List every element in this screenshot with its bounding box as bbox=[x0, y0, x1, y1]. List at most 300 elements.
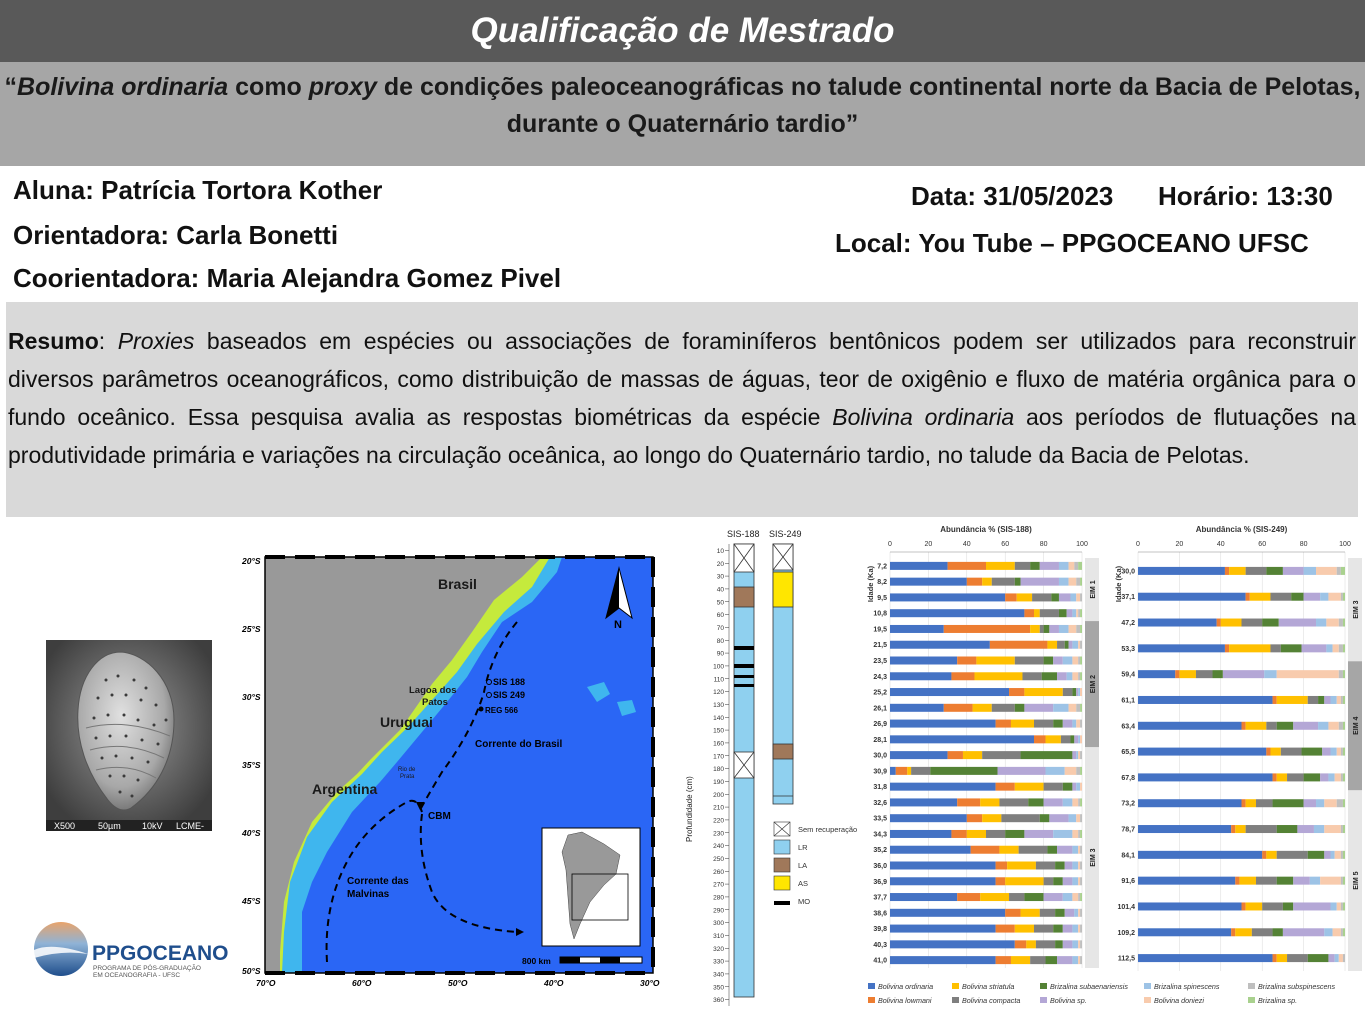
chart-bar-segment bbox=[1246, 799, 1256, 807]
chart-bar-segment bbox=[890, 625, 944, 633]
chart-xtick: 80 bbox=[1039, 541, 1048, 548]
chart-bar-segment bbox=[1297, 825, 1314, 833]
chart-bar-segment bbox=[1262, 851, 1266, 859]
chart-bar-segment bbox=[1044, 893, 1063, 901]
chart-bar-segment bbox=[1262, 619, 1279, 627]
depth-tick-label: 300 bbox=[713, 920, 724, 928]
chart-bar-segment bbox=[1065, 909, 1075, 917]
chart-bar-segment bbox=[1069, 704, 1077, 712]
chart-bar-segment bbox=[1069, 562, 1075, 570]
thesis-part1: como bbox=[228, 73, 309, 101]
chart-bar-segment bbox=[1316, 619, 1326, 627]
chart-bar-segment bbox=[1063, 783, 1073, 791]
chart-bar-segment bbox=[1320, 593, 1328, 601]
chart-category-label: 65,5 bbox=[1121, 749, 1135, 757]
chart-category-label: 19,5 bbox=[873, 626, 887, 634]
poster-title: Qualificação de Mestrado bbox=[0, 0, 1365, 62]
lat-label: 35°S bbox=[242, 760, 261, 770]
chart-bar-segment bbox=[1057, 956, 1072, 964]
chart-bar-segment bbox=[999, 846, 1018, 854]
chart-bar-segment bbox=[1044, 877, 1054, 885]
chart-bar-segment bbox=[1072, 877, 1078, 885]
chart-bar-segment bbox=[1316, 799, 1324, 807]
depth-tick-label: 290 bbox=[713, 907, 724, 915]
chart-bar-segment bbox=[1281, 748, 1302, 756]
chart-bar-segment bbox=[1287, 773, 1304, 781]
event-date: Data: 31/05/2023 bbox=[911, 181, 1114, 211]
chart-bar-segment bbox=[1078, 940, 1080, 948]
chart-bar-segment bbox=[1223, 670, 1264, 678]
chart-bar-segment bbox=[1065, 641, 1069, 649]
chart-bar-segment bbox=[1072, 925, 1078, 933]
chart-bar-segment bbox=[1138, 851, 1262, 859]
chart-bar-segment bbox=[1030, 625, 1040, 633]
chart-bar-segment bbox=[1076, 593, 1080, 601]
lat-label: 45°S bbox=[242, 896, 261, 906]
legend-label: Bolivina ordinaria bbox=[878, 982, 934, 991]
legend-swatch bbox=[774, 901, 790, 905]
legend-label: AS bbox=[798, 879, 809, 888]
core-sis188-mo bbox=[734, 664, 754, 668]
chart-bar-segment bbox=[1256, 877, 1277, 885]
chart-bar-segment bbox=[1343, 928, 1345, 936]
chart-bar-segment bbox=[1231, 825, 1235, 833]
chart-bar-segment bbox=[1333, 928, 1341, 936]
chart-bar-segment bbox=[957, 893, 980, 901]
chart-category-label: 109,2 bbox=[1117, 929, 1135, 937]
depth-tick-label: 20 bbox=[716, 560, 724, 568]
chart-bar-segment bbox=[992, 704, 1015, 712]
chart-zone-label: EIM 3 bbox=[1353, 600, 1360, 619]
chart-bar-segment bbox=[911, 767, 930, 775]
abstract-text-2: aos períodos de flutuações na produtividade primária e variações na circulação oceânica, ao longo do Quaternário tardio, no talude da Bacia de Pelotas. bbox=[8, 404, 1356, 468]
legend-swatch bbox=[1040, 983, 1047, 989]
chart-bar-segment bbox=[1270, 644, 1280, 652]
chart-bar-segment bbox=[1067, 672, 1073, 680]
chart-category-label: 91,6 bbox=[1121, 878, 1135, 886]
legend-label: Brizalina sp. bbox=[1258, 996, 1298, 1005]
legend-swatch bbox=[774, 858, 790, 872]
depth-tick-label: 360 bbox=[713, 997, 724, 1005]
chart-bar-segment bbox=[1051, 593, 1059, 601]
chart-bar-segment bbox=[1324, 696, 1330, 704]
chart-bar-segment bbox=[1078, 909, 1080, 917]
chart-bar-segment bbox=[1072, 641, 1078, 649]
legend-label: Brizalina subaenariensis bbox=[1050, 982, 1128, 991]
chart-bar-segment bbox=[1078, 830, 1080, 838]
core-sis188-mo bbox=[734, 675, 754, 678]
chart-bar-segment bbox=[1343, 593, 1345, 601]
chart-bar-segment bbox=[957, 798, 980, 806]
legend-label: Bolivina doniezi bbox=[1154, 996, 1204, 1005]
abstract-species: Bolivina ordinaria bbox=[832, 404, 1015, 430]
chart-bar-segment bbox=[896, 767, 908, 775]
chart-bar-segment bbox=[1337, 696, 1341, 704]
chart-bar-segment bbox=[1326, 644, 1332, 652]
depth-tick-label: 210 bbox=[713, 804, 724, 812]
chart-title: Abundância % (SIS-249) bbox=[1195, 525, 1288, 534]
chart-bar-segment bbox=[1266, 851, 1276, 859]
chart-bar-segment bbox=[1074, 735, 1078, 743]
chart-bar-segment bbox=[1044, 625, 1050, 633]
chart-bar-segment bbox=[1080, 846, 1082, 854]
chart-bar-segment bbox=[1310, 877, 1320, 885]
chart-bar-segment bbox=[1179, 670, 1196, 678]
chart-bar-segment bbox=[957, 657, 976, 665]
chart-bar-segment bbox=[890, 862, 996, 870]
chart-bar-segment bbox=[1076, 767, 1080, 775]
chart-bar-segment bbox=[1341, 928, 1343, 936]
chart-category-label: 21,5 bbox=[873, 642, 887, 650]
chart-bar-segment bbox=[996, 925, 1015, 933]
chart-bar-segment bbox=[1242, 619, 1263, 627]
chart-bar-segment bbox=[1343, 748, 1345, 756]
chart-bar-segment bbox=[1318, 722, 1328, 730]
legend-label: LR bbox=[798, 843, 808, 852]
depth-tick-label: 240 bbox=[713, 843, 724, 851]
chart-bar-segment bbox=[982, 578, 992, 586]
chart-bar-segment bbox=[1328, 593, 1340, 601]
depth-tick-label: 30 bbox=[716, 573, 724, 581]
chart-bar-segment bbox=[1034, 925, 1053, 933]
chart-bar-segment bbox=[1339, 722, 1343, 730]
legend-swatch bbox=[868, 997, 875, 1003]
chart-category-label: 30,9 bbox=[873, 768, 887, 776]
chart-bar-segment bbox=[1322, 748, 1330, 756]
chart-bar-segment bbox=[1049, 814, 1068, 822]
chart-bar-segment bbox=[1080, 641, 1082, 649]
depth-tick-label: 350 bbox=[713, 984, 724, 992]
chart-bar-segment bbox=[1078, 877, 1080, 885]
chart-bar-segment bbox=[1331, 902, 1337, 910]
chart-bar-segment bbox=[982, 751, 1020, 759]
chart-bar-segment bbox=[992, 578, 1015, 586]
chart-bar-segment bbox=[1138, 722, 1242, 730]
abstract-sep: : bbox=[98, 328, 118, 354]
depth-tick-label: 110 bbox=[713, 676, 724, 684]
chart-bar-segment bbox=[1072, 751, 1076, 759]
label-cbm: CBM bbox=[428, 811, 451, 822]
legend-label: Brizalina spinescens bbox=[1154, 982, 1220, 991]
chart-bar-segment bbox=[890, 814, 967, 822]
chart-bar-segment bbox=[1328, 954, 1334, 962]
legend-label: Bolivina sp. bbox=[1050, 996, 1087, 1005]
chart-category-label: 10,8 bbox=[873, 610, 887, 618]
chart-bar-segment bbox=[1331, 696, 1337, 704]
chart-bar-segment bbox=[971, 846, 1000, 854]
chart-bar-segment bbox=[1343, 851, 1345, 859]
legend-swatch bbox=[1248, 997, 1255, 1003]
chart-bar-segment bbox=[1324, 799, 1336, 807]
chart-bar-segment bbox=[1069, 641, 1073, 649]
chart-bar-segment bbox=[1277, 851, 1308, 859]
chart-bar-segment bbox=[1009, 688, 1024, 696]
chart-category-label: 9,5 bbox=[877, 594, 887, 602]
lon-label: 60°O bbox=[352, 978, 372, 988]
chart-bar-segment bbox=[1138, 619, 1217, 627]
chart-bar-segment bbox=[1341, 851, 1343, 859]
chart-bar-segment bbox=[1078, 672, 1080, 680]
chart-bar-segment bbox=[1069, 578, 1077, 586]
chart-bar-segment bbox=[890, 562, 948, 570]
abundance-legend bbox=[864, 980, 1365, 1016]
legend-label: MO bbox=[798, 897, 811, 906]
chart-bar-segment bbox=[1080, 704, 1082, 712]
thesis-proxy: proxy bbox=[308, 73, 377, 101]
chart-bar-segment bbox=[1333, 644, 1339, 652]
chart-bar-segment bbox=[1022, 672, 1041, 680]
logo-line-2: EM OCEANOGRAFIA - UFSC bbox=[93, 972, 181, 979]
label-lagoa-1: Lagoa dos bbox=[409, 685, 457, 696]
chart-bar-segment bbox=[1007, 862, 1036, 870]
chart-bar-segment bbox=[951, 830, 966, 838]
chart-bar-segment bbox=[1069, 625, 1077, 633]
chart-bar-segment bbox=[986, 562, 1015, 570]
chart-bar-segment bbox=[1076, 609, 1078, 617]
depth-tick-label: 140 bbox=[713, 714, 724, 722]
quote-close: ” bbox=[845, 110, 859, 138]
map-scale-label: 800 km bbox=[522, 956, 551, 966]
depth-ticks bbox=[713, 544, 729, 1006]
chart-bar-segment bbox=[1078, 846, 1080, 854]
chart-bar-segment bbox=[1034, 609, 1040, 617]
chart-bar-segment bbox=[990, 641, 1048, 649]
chart-category-label: 8,2 bbox=[877, 579, 887, 587]
chart-bar-segment bbox=[1217, 619, 1221, 627]
legend-swatch bbox=[952, 997, 959, 1003]
chart-bar-segment bbox=[1277, 825, 1298, 833]
legend-swatch bbox=[1248, 983, 1255, 989]
chart-bar-segment bbox=[1063, 720, 1073, 728]
chart-bar-segment bbox=[1138, 696, 1273, 704]
chart-bar-segment bbox=[1343, 877, 1345, 885]
chart-bar-segment bbox=[996, 783, 1015, 791]
scale-segment bbox=[560, 957, 580, 963]
chart-bar-segment bbox=[1080, 625, 1082, 633]
chart-bar-segment bbox=[890, 798, 957, 806]
chart-bar-segment bbox=[1072, 893, 1078, 901]
chart-bar-segment bbox=[1266, 567, 1283, 575]
depth-tick-label: 50 bbox=[716, 599, 724, 607]
chart-bar-segment bbox=[1078, 562, 1082, 570]
chart-bar-segment bbox=[1270, 593, 1291, 601]
chart-bar-segment bbox=[1341, 773, 1343, 781]
chart-bar-segment bbox=[1138, 593, 1246, 601]
chart-bar-segment bbox=[1040, 562, 1059, 570]
chart-category-label: 84,1 bbox=[1121, 852, 1135, 860]
chart-bar-segment bbox=[1017, 593, 1032, 601]
chart-bar-segment bbox=[1318, 696, 1324, 704]
chart-bar-segment bbox=[1080, 720, 1082, 728]
chart-bar-segment bbox=[982, 814, 1001, 822]
label-sis249: SIS 249 bbox=[493, 690, 526, 700]
chart-bar-segment bbox=[1049, 625, 1059, 633]
chart-bar-segment bbox=[1061, 735, 1071, 743]
sem-micrograph bbox=[46, 640, 212, 831]
chart-bar-segment bbox=[1283, 567, 1304, 575]
chart-bar-segment bbox=[1069, 814, 1077, 822]
chart-bar-segment bbox=[1076, 578, 1080, 586]
chart-bar-segment bbox=[1335, 954, 1339, 962]
chart-bar-segment bbox=[1229, 567, 1246, 575]
chart-bar-segment bbox=[1324, 851, 1330, 859]
depth-axis-label: Profundidade (cm) bbox=[685, 776, 694, 842]
chart-bar-segment bbox=[1044, 798, 1063, 806]
depth-tick-label: 220 bbox=[713, 817, 724, 825]
chart-bar-segment bbox=[1063, 893, 1073, 901]
chart-bar-segment bbox=[1138, 877, 1235, 885]
chart-bar-segment bbox=[1266, 722, 1276, 730]
chart-bar-segment bbox=[1337, 799, 1343, 807]
chart-category-label: 25,2 bbox=[873, 689, 887, 697]
chart-bar-segment bbox=[1080, 909, 1082, 917]
legend-label: Bolivina lowmani bbox=[878, 996, 932, 1005]
chart-bar-segment bbox=[1072, 846, 1078, 854]
chart-bar-segment bbox=[974, 672, 1022, 680]
chart-bar-segment bbox=[1080, 688, 1082, 696]
chart-bar-segment bbox=[890, 940, 1015, 948]
chart-bar-segment bbox=[1046, 735, 1061, 743]
chart-bar-segment bbox=[1053, 704, 1068, 712]
chart-zone-label: EIM 4 bbox=[1353, 716, 1360, 735]
lon-label: 50°O bbox=[448, 978, 468, 988]
chart-bar-segment bbox=[1239, 877, 1256, 885]
chart-bar-segment bbox=[890, 688, 1009, 696]
chart-bar-segment bbox=[963, 751, 982, 759]
chart-bar-segment bbox=[1072, 720, 1076, 728]
chart-category-label: 36,9 bbox=[873, 878, 887, 886]
chart-bar-segment bbox=[890, 593, 1005, 601]
chart-bar-segment bbox=[1078, 688, 1080, 696]
chart-bar-segment bbox=[1080, 767, 1082, 775]
chart-bar-segment bbox=[1320, 773, 1328, 781]
chart-category-label: 30,0 bbox=[1121, 568, 1135, 576]
chart-bar-segment bbox=[1021, 578, 1059, 586]
depth-tick-label: 270 bbox=[713, 881, 724, 889]
chart-bar-segment bbox=[1059, 562, 1069, 570]
chart-xtick: 0 bbox=[1136, 541, 1140, 548]
label-uruguai: Uruguai bbox=[380, 714, 433, 730]
chart-bar-segment bbox=[1343, 696, 1345, 704]
lat-label: 40°S bbox=[242, 828, 261, 838]
chart-bar-segment bbox=[1304, 567, 1316, 575]
chart-xtick: 60 bbox=[1258, 541, 1267, 548]
chart-bar-segment bbox=[1063, 940, 1073, 948]
chart-bar-segment bbox=[1341, 902, 1343, 910]
chart-bar-segment bbox=[890, 641, 990, 649]
chart-bar-segment bbox=[1072, 798, 1078, 806]
chart-bar-segment bbox=[1015, 783, 1044, 791]
chart-bar-segment bbox=[1302, 748, 1323, 756]
chart-bar-segment bbox=[1074, 909, 1078, 917]
scale-segment bbox=[600, 957, 620, 963]
chart-bar-segment bbox=[1324, 825, 1341, 833]
label-argentina: Argentina bbox=[312, 781, 378, 797]
chart-bar-segment bbox=[1273, 696, 1277, 704]
chart-bar-segment bbox=[1308, 954, 1329, 962]
depth-tick-label: 100 bbox=[713, 663, 724, 671]
chart-bar-segment bbox=[1076, 688, 1078, 696]
chart-bar-segment bbox=[1074, 562, 1078, 570]
chart-bar-segment bbox=[999, 798, 1028, 806]
chart-bar-segment bbox=[1072, 609, 1076, 617]
chart-bar-segment bbox=[1293, 902, 1330, 910]
chart-bar-segment bbox=[1021, 909, 1040, 917]
chart-bar-segment bbox=[930, 767, 997, 775]
chart-category-label: 26,1 bbox=[873, 705, 887, 713]
chart-bar-segment bbox=[1055, 940, 1063, 948]
chart-bar-segment bbox=[1036, 862, 1055, 870]
abstract-text-1: baseados em espécies ou associações de foraminíferos bentônicos podem ser utilizados para reconstruir diversos parâmetros oceanográficos, como distribuição de massas de águas, teor de oxigênio e fluxo de matéria orgânica para o fundo oceânico. Essa pesquisa avalia as respostas biométricas da espécie bbox=[8, 328, 1356, 430]
chart-bar-segment bbox=[1337, 567, 1341, 575]
chart-bar-segment bbox=[1057, 641, 1065, 649]
chart-bar-segment bbox=[1065, 862, 1073, 870]
chart-category-label: 28,1 bbox=[873, 736, 887, 744]
legend-swatch bbox=[774, 840, 790, 854]
legend-label: Bolivina striatula bbox=[962, 982, 1015, 991]
chart-title: Abundância % (SIS-188) bbox=[940, 525, 1032, 534]
chart-bar-segment bbox=[1080, 893, 1082, 901]
chart-bar-segment bbox=[1078, 657, 1080, 665]
chart-bar-segment bbox=[1072, 862, 1078, 870]
chart-bar-segment bbox=[1343, 773, 1345, 781]
logo-name: PPGOCEANO bbox=[92, 942, 229, 965]
chart-bar-segment bbox=[1225, 644, 1229, 652]
core-legend bbox=[774, 822, 857, 906]
chart-bar-segment bbox=[1040, 625, 1044, 633]
chart-bar-segment bbox=[976, 657, 1014, 665]
chart-bar-segment bbox=[1059, 625, 1069, 633]
chart-category-label: 59,4 bbox=[1121, 671, 1135, 679]
chart-bar-segment bbox=[1138, 670, 1175, 678]
label-lagoa-2: Patos bbox=[422, 697, 448, 708]
chart-bar-segment bbox=[1242, 722, 1246, 730]
depth-tick-label: 160 bbox=[713, 740, 724, 748]
depth-tick-label: 250 bbox=[713, 855, 724, 863]
chart-bar-segment bbox=[1044, 783, 1063, 791]
chart-bar-segment bbox=[1246, 902, 1263, 910]
chart-bar-segment bbox=[1264, 670, 1276, 678]
chart-bar-segment bbox=[1015, 704, 1025, 712]
chart-bar-segment bbox=[1080, 798, 1082, 806]
chart-bar-segment bbox=[1341, 567, 1345, 575]
core-sis249-la bbox=[773, 744, 793, 759]
chart-bar-segment bbox=[1242, 902, 1246, 910]
chart-bar-segment bbox=[1277, 722, 1294, 730]
label-prata-2: Prata bbox=[400, 774, 415, 780]
depth-tick-label: 130 bbox=[713, 701, 724, 709]
abundance-chart-sis249 bbox=[1112, 522, 1365, 977]
chart-bar-segment bbox=[1015, 562, 1030, 570]
chart-bar-segment bbox=[890, 846, 971, 854]
chart-bar-segment bbox=[1024, 830, 1053, 838]
chart-bar-segment bbox=[1047, 641, 1057, 649]
chart-bar-segment bbox=[1138, 567, 1225, 575]
chart-bar-segment bbox=[1331, 851, 1335, 859]
label-sis188: SIS 188 bbox=[493, 677, 526, 687]
depth-tick-label: 320 bbox=[713, 945, 724, 953]
label-malvinas-2: Malvinas bbox=[347, 889, 390, 900]
chart-bar-segment bbox=[1042, 672, 1057, 680]
chart-zone-label: EIM 3 bbox=[1090, 848, 1097, 867]
chart-bar-segment bbox=[948, 751, 963, 759]
chart-bar-segment bbox=[1281, 644, 1302, 652]
chart-category-label: 53,3 bbox=[1121, 645, 1135, 653]
chart-bar-segment bbox=[986, 830, 1005, 838]
chart-category-label: 37,1 bbox=[1121, 594, 1135, 602]
core-sis188-la bbox=[734, 587, 754, 607]
chart-bar-segment bbox=[1273, 928, 1283, 936]
